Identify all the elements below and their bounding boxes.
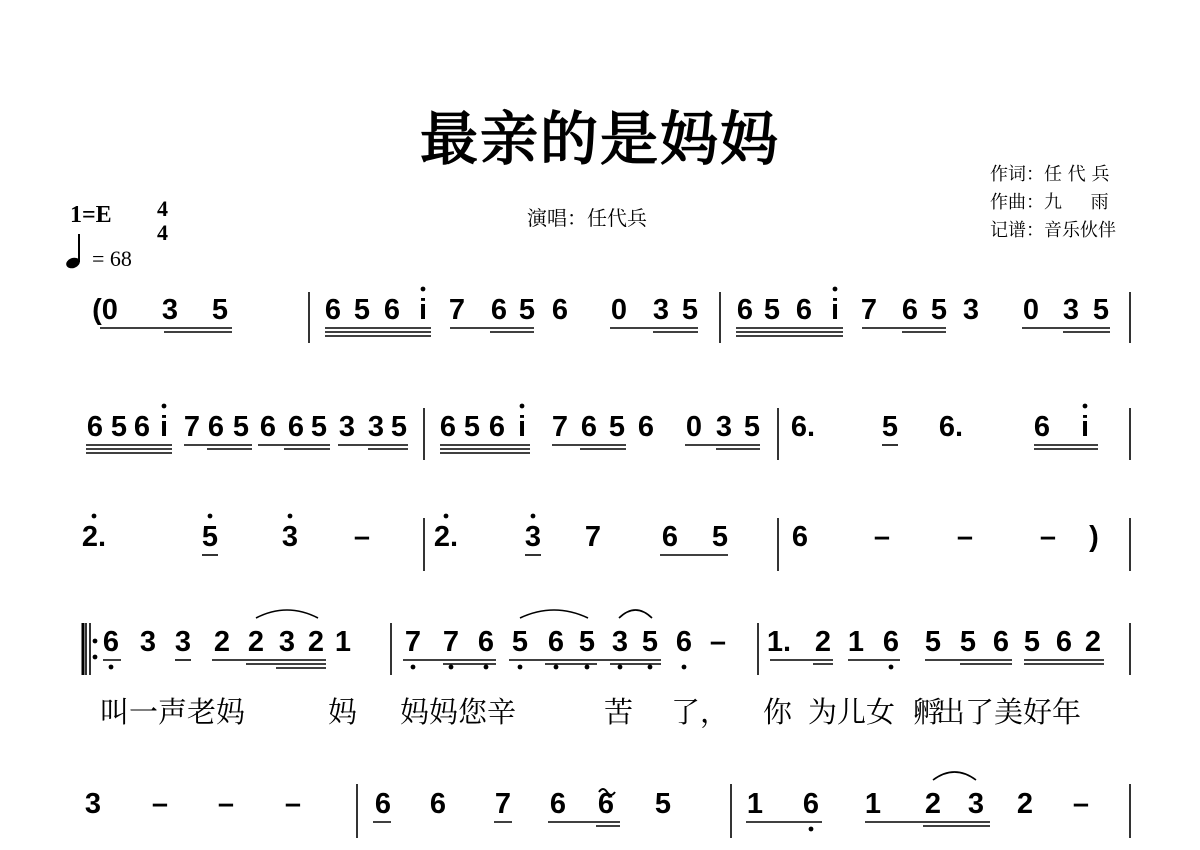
note: 6: [1055, 626, 1073, 658]
octave-dot: [682, 665, 687, 670]
note: 5: [959, 626, 977, 658]
lyric-segment: 妈: [328, 695, 358, 729]
octave-dot: [109, 665, 114, 670]
note: ): [1089, 521, 1099, 553]
note: 7: [448, 294, 466, 326]
note: 5: [608, 411, 626, 443]
note: 3: [611, 626, 629, 658]
note: 6: [791, 521, 809, 553]
note: i: [1080, 411, 1090, 443]
note: 5: [711, 521, 729, 553]
note: i: [159, 411, 169, 443]
octave-dot: [554, 665, 559, 670]
note: 2.: [81, 521, 107, 553]
note: 3: [338, 411, 356, 443]
lyric-segment: 苦: [604, 695, 634, 729]
note: 2: [1084, 626, 1102, 658]
note: 3: [524, 521, 542, 553]
note: 1: [334, 626, 352, 658]
note: 6: [133, 411, 151, 443]
octave-dot: [1083, 404, 1088, 409]
note: 6.: [790, 411, 816, 443]
note: 5: [881, 411, 899, 443]
lyric-segment: 为儿女: [808, 695, 896, 729]
slur: [520, 610, 588, 618]
lyric-segment: 了，: [671, 695, 730, 729]
note: 5: [1023, 626, 1041, 658]
octave-dot: [411, 665, 416, 670]
note: 5: [511, 626, 529, 658]
note: 6: [882, 626, 900, 658]
note: 6: [374, 788, 392, 820]
note: 6: [549, 788, 567, 820]
note: 6: [547, 626, 565, 658]
note: 7: [183, 411, 201, 443]
note: 5: [654, 788, 672, 820]
octave-dot: [421, 287, 426, 292]
note: 3: [139, 626, 157, 658]
note: –: [873, 521, 891, 553]
note: 6: [477, 626, 495, 658]
note: 3: [281, 521, 299, 553]
octave-dot: [833, 287, 838, 292]
note: 2: [307, 626, 325, 658]
note: 1.: [766, 626, 792, 658]
transcriber-credit: 记谱：音乐伙伴: [990, 220, 1116, 241]
octave-dot: [809, 827, 814, 832]
note: 5: [110, 411, 128, 443]
note: 5: [930, 294, 948, 326]
note: 3: [174, 626, 192, 658]
note: 5: [641, 626, 659, 658]
singer-credit: 演唱：任代兵: [527, 206, 647, 230]
note: –: [284, 788, 302, 820]
note: 6: [429, 788, 447, 820]
key-signature: 1=E: [70, 202, 112, 228]
note: 1: [847, 626, 865, 658]
note: 6: [488, 411, 506, 443]
octave-dot: [162, 404, 167, 409]
note: 5: [463, 411, 481, 443]
note: 5: [763, 294, 781, 326]
note: 6: [597, 788, 615, 820]
lyricist-credit: 作词：任 代 兵: [990, 164, 1110, 185]
octave-dot: [648, 665, 653, 670]
note: 5: [1092, 294, 1110, 326]
note: –: [217, 788, 235, 820]
note: 3: [962, 294, 980, 326]
octave-dot: [92, 514, 97, 519]
composer-credit: 作曲：九 雨: [990, 192, 1109, 213]
note: 0: [685, 411, 703, 443]
note: 6: [802, 788, 820, 820]
slur: [619, 610, 652, 618]
note: 5: [201, 521, 219, 553]
time-signature-bottom: 4: [157, 220, 168, 245]
note: (0: [92, 294, 118, 326]
note: 2.: [433, 521, 459, 553]
note: 6: [102, 626, 120, 658]
note: 6: [259, 411, 277, 443]
tempo-marking: = 68: [92, 246, 132, 271]
note: 3: [161, 294, 179, 326]
octave-dot: [518, 665, 523, 670]
note: 5: [232, 411, 250, 443]
note: 0: [610, 294, 628, 326]
note: 6: [992, 626, 1010, 658]
lyric-segment: 叫一声老妈: [100, 695, 246, 729]
note: 3: [84, 788, 102, 820]
note: 5: [924, 626, 942, 658]
note: 6: [86, 411, 104, 443]
note: 7: [404, 626, 422, 658]
note: 2: [213, 626, 231, 658]
note: 5: [578, 626, 596, 658]
octave-dot: [449, 665, 454, 670]
note: i: [517, 411, 527, 443]
note: –: [709, 626, 727, 658]
note: 6: [383, 294, 401, 326]
octave-dot: [618, 665, 623, 670]
octave-dot: [288, 514, 293, 519]
note: 6: [661, 521, 679, 553]
note: 5: [390, 411, 408, 443]
note: 7: [494, 788, 512, 820]
octave-dot: [444, 514, 449, 519]
octave-dot: [208, 514, 213, 519]
note: 6: [551, 294, 569, 326]
note: 2: [247, 626, 265, 658]
note: 5: [681, 294, 699, 326]
note: 6: [207, 411, 225, 443]
note: 3: [367, 411, 385, 443]
note: 7: [584, 521, 602, 553]
lyric-segment: 出了美好年: [936, 695, 1082, 729]
octave-dot: [531, 514, 536, 519]
note: 5: [353, 294, 371, 326]
note: 6.: [938, 411, 964, 443]
note: i: [830, 294, 840, 326]
note: 2: [814, 626, 832, 658]
note: –: [1072, 788, 1090, 820]
octave-dot: [93, 655, 98, 660]
note: –: [151, 788, 169, 820]
note: 6: [490, 294, 508, 326]
lyric-segment: 你: [763, 695, 793, 729]
note: 3: [652, 294, 670, 326]
note: –: [956, 521, 974, 553]
lyric-segment: 妈妈您辛: [400, 695, 517, 729]
note: 1: [864, 788, 882, 820]
note: 3: [967, 788, 985, 820]
slur: [933, 772, 976, 780]
note: 7: [860, 294, 878, 326]
note: 6: [580, 411, 598, 443]
time-signature-top: 4: [157, 196, 168, 221]
note: 6: [795, 294, 813, 326]
octave-dot: [520, 404, 525, 409]
octave-dot: [585, 665, 590, 670]
note: 5: [310, 411, 328, 443]
note: 1: [746, 788, 764, 820]
note: 6: [324, 294, 342, 326]
slur: [256, 610, 318, 618]
note: 3: [715, 411, 733, 443]
note: 7: [442, 626, 460, 658]
note: 6: [287, 411, 305, 443]
note: 6: [736, 294, 754, 326]
note: 2: [924, 788, 942, 820]
note: –: [353, 521, 371, 553]
lyric-segment: 孵: [913, 695, 943, 729]
note: 2: [1016, 788, 1034, 820]
note: 6: [1033, 411, 1051, 443]
song-title: 最亲的是妈妈: [419, 105, 780, 173]
note: –: [1039, 521, 1057, 553]
note: 6: [901, 294, 919, 326]
note: 5: [211, 294, 229, 326]
note: 5: [518, 294, 536, 326]
note: 3: [1062, 294, 1080, 326]
octave-dot: [484, 665, 489, 670]
note: i: [418, 294, 428, 326]
octave-dot: [889, 665, 894, 670]
note: 5: [743, 411, 761, 443]
quarter-note-icon: [64, 232, 94, 272]
octave-dot: [93, 639, 98, 644]
note: 3: [278, 626, 296, 658]
note: 6: [675, 626, 693, 658]
note: 6: [439, 411, 457, 443]
note: 6: [637, 411, 655, 443]
note: 0: [1022, 294, 1040, 326]
note: 7: [551, 411, 569, 443]
